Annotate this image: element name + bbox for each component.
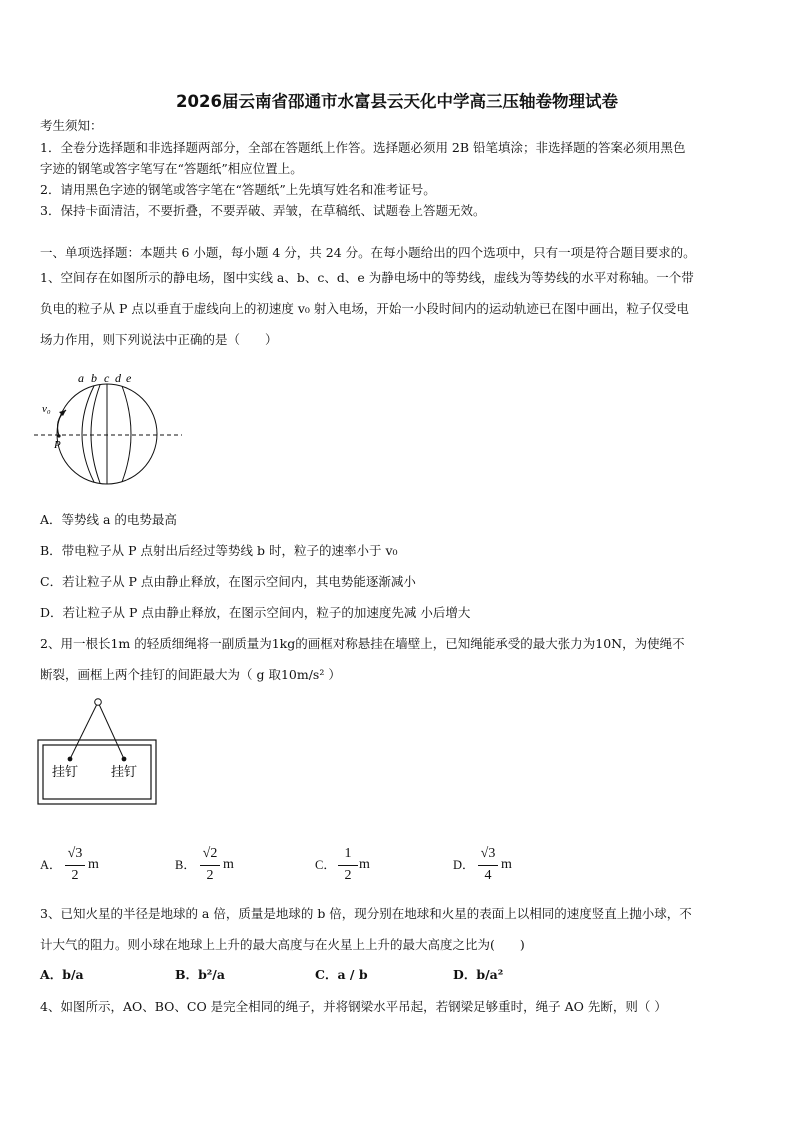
q1-stem-line: 负电的粒子从 P 点以垂直于虚线向上的初速度 v₀ 射入电场，开始一小段时间内的运动轨迹已在图中画出，粒子仅受电 bbox=[40, 301, 689, 316]
q3-stem-line: 计大气的阻力。则小球在地球上上升的最大高度与在火星上上升的最大高度之比为( ) bbox=[40, 937, 525, 952]
q1-stem-line: 场力作用，则下列说法中正确的是（ ） bbox=[40, 332, 278, 347]
q3-option-d: D．b/a² bbox=[453, 967, 504, 982]
q1-option-d: D．若让粒子从 P 点由静止释放，在图示空间内，粒子的加速度先减 小后增大 bbox=[40, 605, 471, 620]
q2-stem-line: 2、用一根长1m 的轻质细绳将一副质量为1kg的画框对称悬挂在墙壁上，已知绳能承受的最大张力为10N，为使绳不 bbox=[40, 636, 685, 651]
label-a: a bbox=[78, 371, 84, 385]
label-d: d bbox=[115, 371, 121, 385]
q1-option-a: A．等势线 a 的电势最高 bbox=[40, 512, 177, 527]
label-e: e bbox=[126, 371, 132, 385]
notice-heading: 考生须知： bbox=[40, 118, 103, 133]
q1-option-c: C．若让粒子从 P 点由静止释放，在图示空间内，其电势能逐渐减小 bbox=[40, 574, 416, 589]
q1-figure-equipotential-lines bbox=[32, 368, 187, 486]
label-p: P bbox=[54, 439, 61, 451]
q1-stem-line: 1、空间存在如图所示的静电场，图中实线 a、b、c、d、e 为静电场中的等势线，虚线为等势线的水平对称轴。一个带 bbox=[40, 270, 694, 285]
option-letter: C． bbox=[315, 858, 336, 872]
q3-option-b: B．b²/a bbox=[175, 967, 225, 982]
nail-label-right: 挂钉 bbox=[111, 765, 138, 780]
q3-option-c: C．a / b bbox=[315, 967, 368, 982]
nail-label-left: 挂钉 bbox=[52, 765, 79, 780]
q2-stem-line: 断裂，画框上两个挂钉的间距最大为（ g 取10m/s² ） bbox=[40, 667, 341, 682]
notice-item: 3．保持卡面清洁，不要折叠，不要弄破、弄皱，在草稿纸、试题卷上答题无效。 bbox=[40, 203, 486, 218]
label-b: b bbox=[91, 371, 97, 385]
section-heading: 一、单项选择题：本题共 6 小题，每小题 4 分，共 24 分。在每小题给出的四个选项中，只有一项是符合题目要求的。 bbox=[40, 245, 696, 260]
option-letter: D． bbox=[453, 858, 475, 872]
q2-option-b: B． √2 2 m bbox=[175, 846, 234, 883]
notice-item: 字迹的钢笔或答字笔写在“答题纸”相应位置上。 bbox=[40, 161, 303, 176]
notice-item: 1．全卷分选择题和非选择题两部分，全部在答题纸上作答。选择题必须用 2B 铅笔填涂；非选择题的答案必须用黑色 bbox=[40, 140, 686, 155]
q2-figure-picture-frame bbox=[36, 696, 161, 808]
label-c: c bbox=[104, 371, 110, 385]
q1-option-b: B．带电粒子从 P 点射出后经过等势线 b 时，粒子的速率小于 v₀ bbox=[40, 543, 398, 558]
q3-stem-line: 3、已知火星的半径是地球的 a 倍，质量是地球的 b 倍，现分别在地球和火星的表面上以相同的速度竖直上抛小球，不 bbox=[40, 906, 692, 921]
option-letter: B． bbox=[175, 858, 196, 872]
q3-option-a: A．b/a bbox=[40, 967, 84, 982]
q2-option-c: C． 1 2 m bbox=[315, 846, 370, 883]
label-v0: v₀ bbox=[42, 403, 51, 415]
page-title: 2026届云南省邵通市水富县云天化中学高三压轴卷物理试卷 bbox=[176, 92, 618, 111]
q2-option-d: D． √3 4 m bbox=[453, 846, 512, 883]
notice-item: 2．请用黑色字迹的钢笔或答字笔在“答题纸”上先填写姓名和准考证号。 bbox=[40, 182, 436, 197]
q2-option-a: A． √3 2 m bbox=[40, 846, 99, 883]
option-letter: A． bbox=[40, 858, 62, 872]
q4-stem-line: 4、如图所示，AO、BO、CO 是完全相同的绳子，并将钢梁水平吊起，若钢梁足够重时，绳子 AO 先断，则（ ） bbox=[40, 999, 667, 1014]
